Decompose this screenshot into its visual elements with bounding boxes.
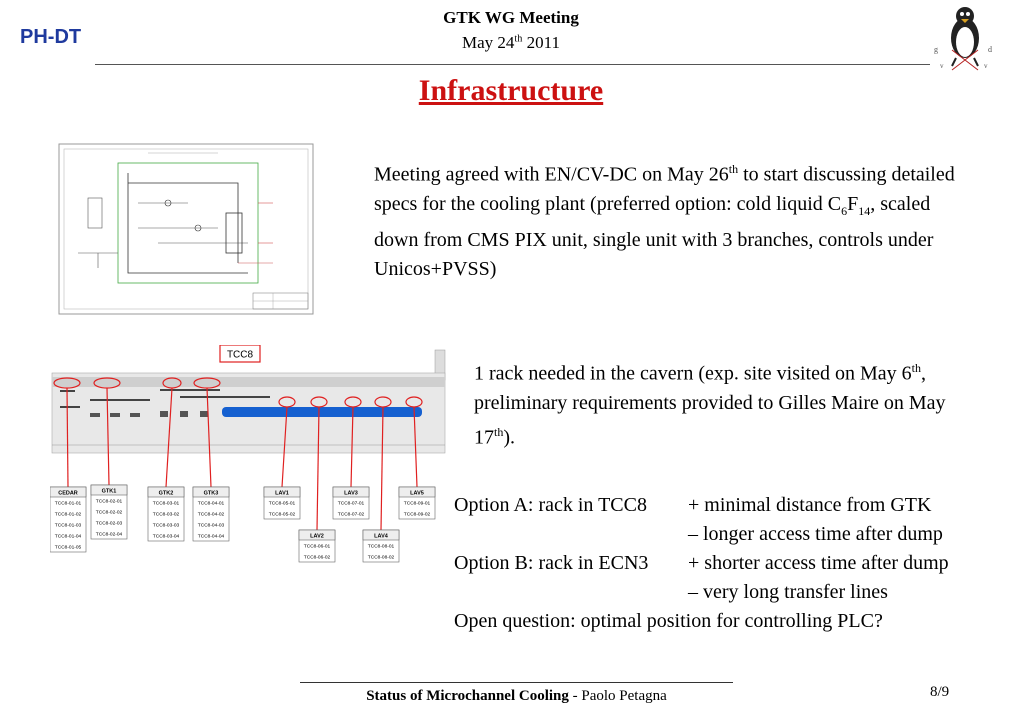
cooling-plant-schematic — [58, 143, 314, 315]
sensor-id: TCC8-02-01 — [95, 499, 123, 505]
sensor-group-box — [91, 485, 127, 539]
sensor-group-name: LAV3 — [344, 490, 358, 497]
cooling-plant-paragraph: Meeting agreed with EN/CV-DC on May 26th to start discussing detailed specs for the cooling plant (preferred option: cold liquid $C_6F_{14}$, scaled down from CMS PIX unit, single unit with 3 branches, controls under Unicos+PVSS) — [374, 162, 955, 280]
sensor-id: TCC8-06-01 — [303, 544, 331, 550]
open-question: Open question: optimal position for controlling PLC? — [454, 610, 883, 632]
sensor-id: TCC8-01-04 — [54, 534, 82, 540]
sensor-id: TCC8-04-01 — [197, 501, 225, 507]
meeting-title: GTK WG Meeting — [443, 8, 579, 27]
sensor-id: TCC8-09-02 — [403, 512, 431, 518]
logo-letter: v — [940, 62, 944, 70]
sensor-id: TCC8-08-02 — [367, 555, 395, 561]
sensor-id: TCC8-04-03 — [197, 523, 225, 529]
sensor-group-box — [333, 487, 369, 519]
header-divider — [95, 64, 930, 65]
sensor-id: TCC8-03-03 — [152, 523, 180, 529]
options-list — [454, 491, 1019, 636]
sensor-group-name: LAV1 — [275, 490, 289, 497]
sensor-id: TCC8-04-02 — [197, 512, 225, 518]
sensor-id: TCC8-06-02 — [303, 555, 331, 561]
sensor-group-box — [299, 530, 335, 562]
sensor-id: TCC8-09-01 — [403, 501, 431, 507]
sensor-group-box — [148, 487, 184, 541]
sensor-group-box — [50, 487, 86, 552]
sensor-id: TCC8-01-03 — [54, 523, 82, 529]
option-row: Option A: rack in TCC8 + minimal distance from GTK — [454, 494, 932, 516]
sensor-id: TCC8-01-01 — [54, 501, 82, 507]
sensor-group-box — [399, 487, 435, 519]
meeting-date: May 24th 2011 — [462, 33, 560, 52]
sensor-id: TCC8-08-01 — [367, 544, 395, 550]
option-row: Option B: rack in ECN3 + shorter access time after dump — [454, 552, 949, 574]
slide-title: Infrastructure — [418, 74, 604, 107]
option-row: – longer access time after dump — [688, 523, 943, 545]
sensor-group-name: GTK3 — [203, 490, 219, 497]
penguin-logo-icon — [930, 2, 1000, 74]
tcc8-label: TCC8 — [226, 349, 254, 361]
sensor-id: TCC8-02-03 — [95, 521, 123, 527]
sensor-id: TCC8-07-01 — [337, 501, 365, 507]
logo-letter: g — [934, 45, 938, 54]
rack-paragraph: 1 rack needed in the cavern (exp. site visited on May 6th, preliminary requirements provided to Gilles Maire on May 17th). — [474, 361, 946, 449]
sensor-id: TCC8-01-05 — [54, 545, 82, 551]
sensor-id: TCC8-02-02 — [95, 510, 123, 516]
sensor-id: TCC8-07-02 — [337, 512, 365, 518]
org-logo-text: PH-DT — [20, 26, 82, 48]
footer-divider — [300, 682, 733, 683]
sensor-id: TCC8-05-01 — [268, 501, 296, 507]
sensor-id: TCC8-03-04 — [152, 534, 180, 540]
sensor-group-box — [264, 487, 300, 519]
sensor-group-name: LAV5 — [410, 490, 424, 497]
option-row: – very long transfer lines — [688, 581, 888, 603]
sensor-group-box — [193, 487, 229, 541]
sensor-group-name: CEDAR — [58, 490, 78, 497]
sensor-group-name: LAV2 — [310, 533, 324, 540]
sensor-group-name: GTK2 — [158, 490, 174, 497]
page-number: 8/9 — [930, 684, 950, 700]
sensor-id: TCC8-01-02 — [54, 512, 82, 518]
sensor-id: TCC8-04-04 — [197, 534, 225, 540]
sensor-id: TCC8-03-01 — [152, 501, 180, 507]
logo-letter: v — [984, 62, 988, 70]
sensor-group-box — [363, 530, 399, 562]
footer-text: Status of Microchannel Cooling - Paolo Petagna — [366, 688, 667, 704]
sensor-layout-diagram — [50, 345, 450, 570]
logo-letter: d — [988, 45, 992, 54]
sensor-group-name: GTK1 — [101, 488, 117, 495]
sensor-group-name: LAV4 — [374, 533, 388, 540]
sensor-id: TCC8-02-04 — [95, 532, 123, 538]
sensor-id: TCC8-03-02 — [152, 512, 180, 518]
sensor-id: TCC8-05-02 — [268, 512, 296, 518]
